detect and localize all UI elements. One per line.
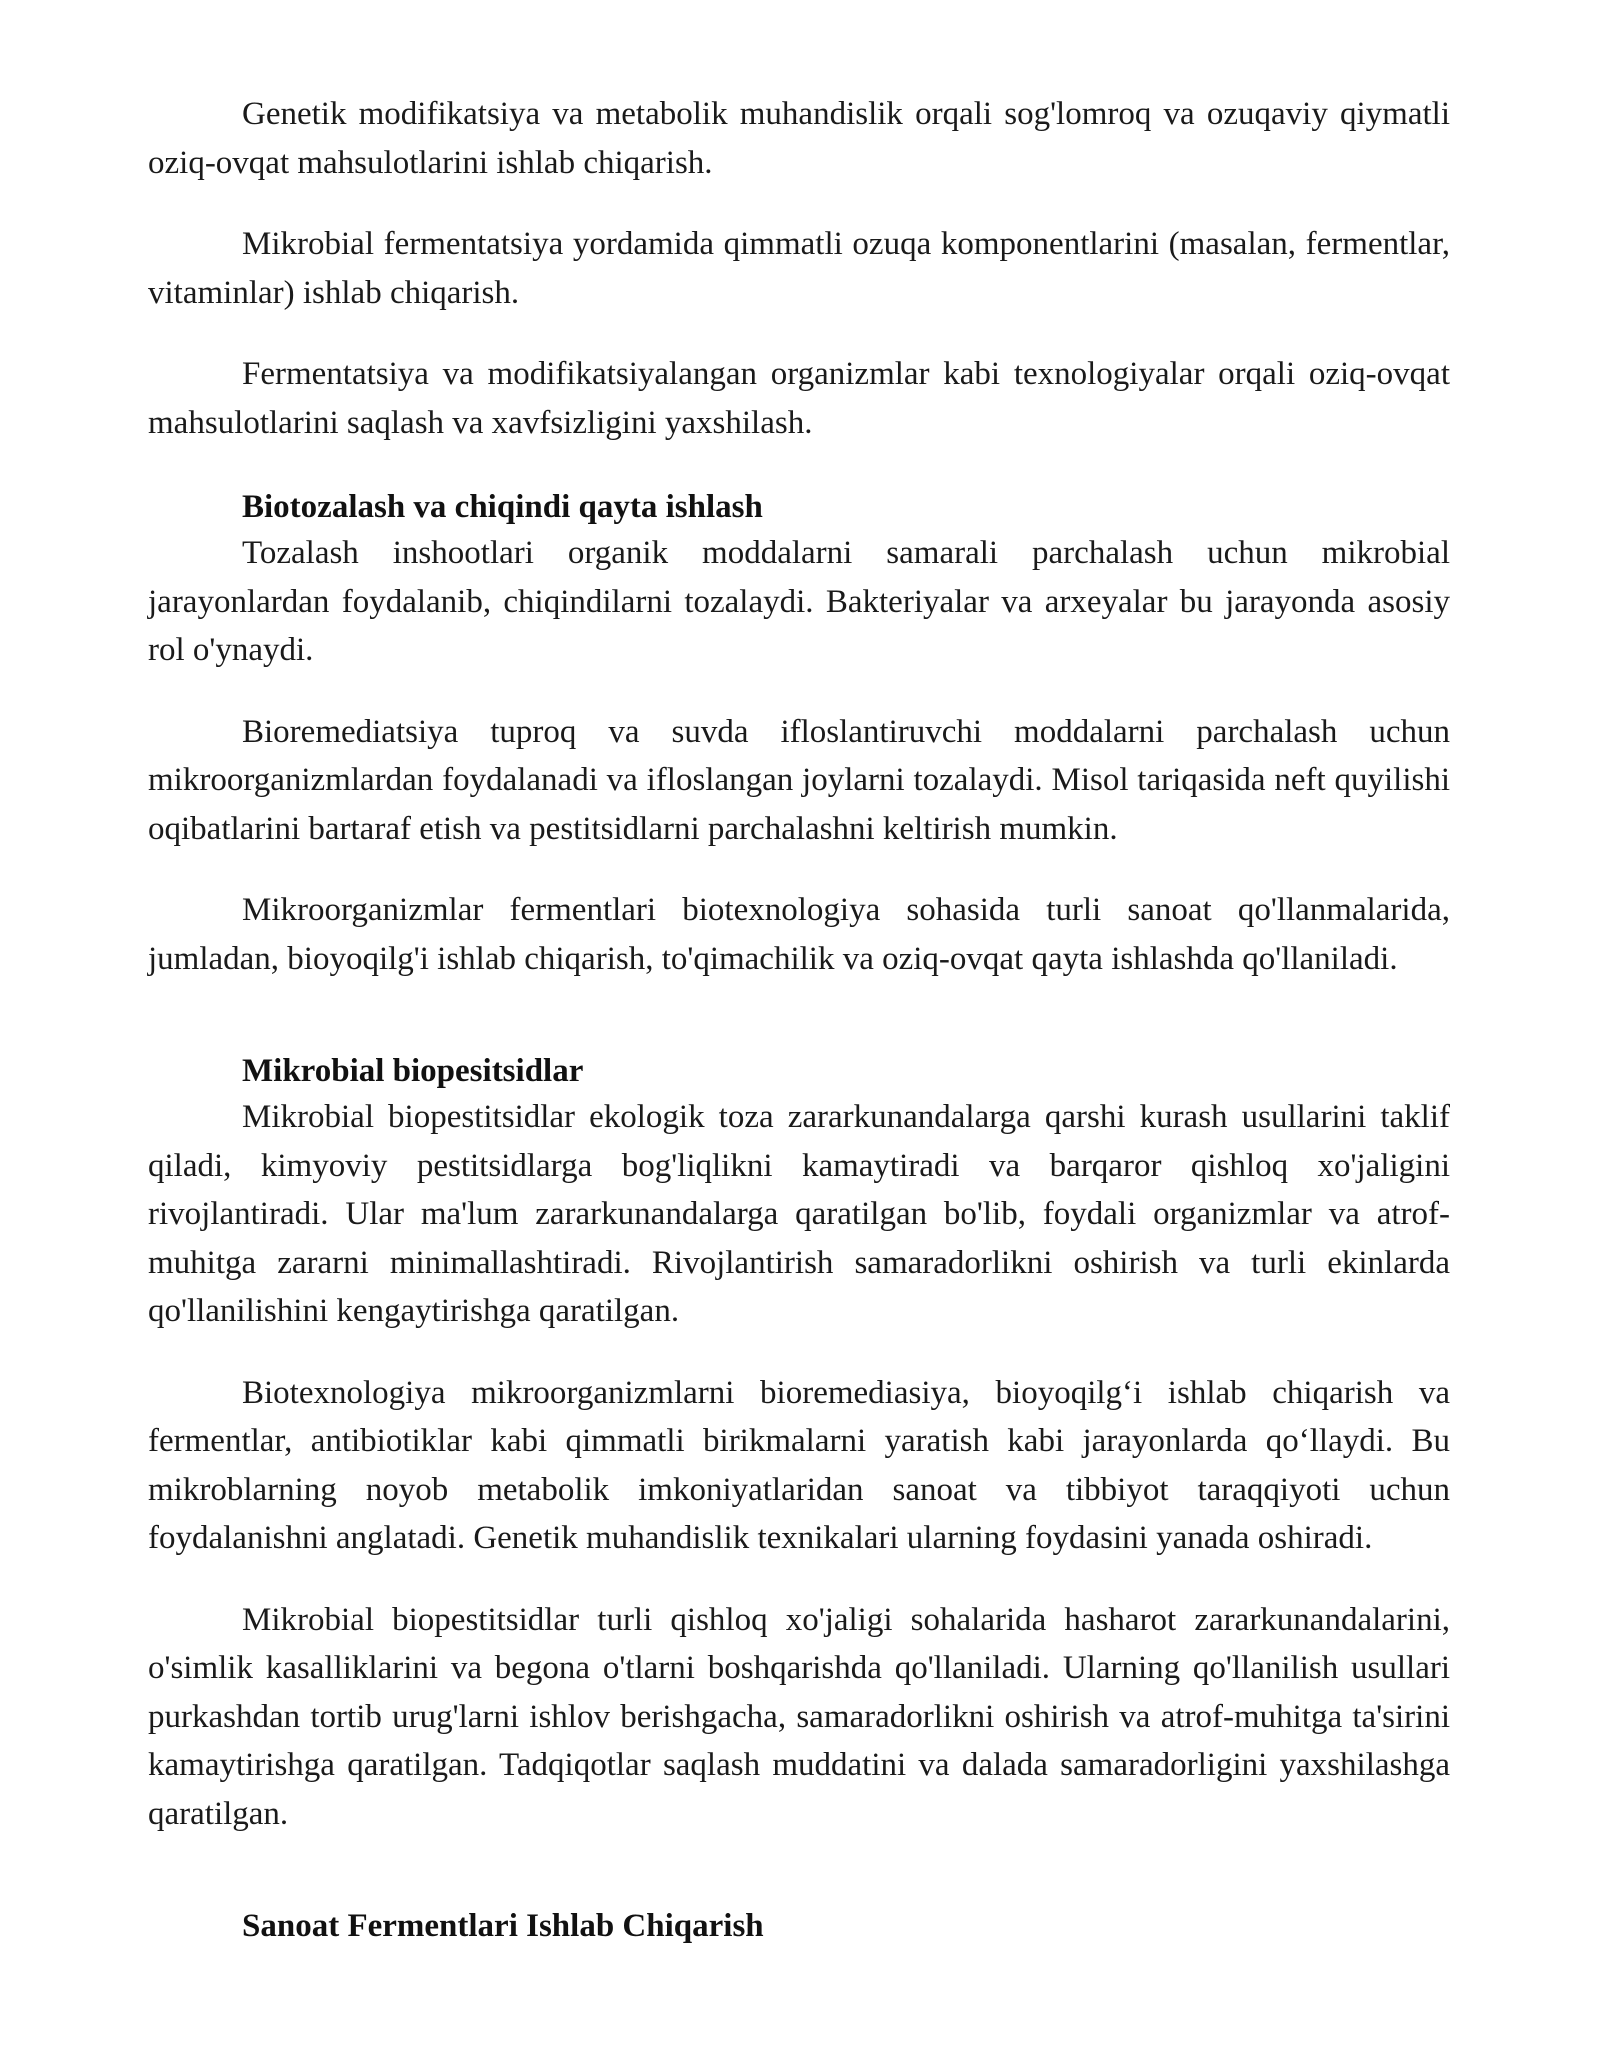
paragraph-treatment-facilities: Tozalash inshootlari organik moddalarni samarali parchalash uchun mikrobial jarayonlardan foydalanib, chiqindilarni tozalaydi. Bakteriyalar va arxeyalar bu jarayonda asosiy rol o'ynaydi.: [148, 535, 1450, 668]
paragraph-microbial-enzymes: Mikroorganizmlar fermentlari biotexnologiya sohasida turli sanoat qo'llanmalarida, jumladan, bioyoqilg'i ishlab chiqarish, to'qimachilik va oziq-ovqat qayta ishlashda qo'llaniladi.: [148, 892, 1450, 977]
paragraph-genetic-modification: Genetik modifikatsiya va metabolik muhandislik orqali sog'lomroq va ozuqaviy qiymatli oziq-ovqat mahsulotlarini ishlab chiqarish.: [148, 96, 1450, 181]
paragraph-biotechnology-uses: Biotexnologiya mikroorganizmlarni bioremediasiya, bioyoqilg‘i ishlab chiqarish va fermentlar, antibiotiklar kabi qimmatli birikmalarni yaratish kabi jarayonlarda qo‘llaydi. Bu mikroblarning noyob metabolik imkoniyatlaridan sanoat va tibbiyot taraqqiyoti uchun foydalanishni anglatadi. Genetik muhandislik texnikalari ularning foydasini yanada oshiradi.: [148, 1374, 1450, 1556]
paragraph-food-preservation: Fermentatsiya va modifikatsiyalangan organizmlar kabi texnologiyalar orqali oziq-ovqat mahsulotlarini saqlash va xavfsizligini yaxshilash.: [148, 356, 1450, 441]
heading-microbial-biopesticides: Mikrobial biopesitsidlar: [242, 1053, 584, 1089]
paragraph-bioremediation: Bioremediatsiya tuproq va suvda ifloslantiruvchi moddalarni parchalash uchun mikroorganizmlardan foydalanadi va ifloslangan joylarni tozalaydi. Misol tariqasida neft quyilishi oqibatlarini bartaraf etish va pestitsidlarni parchalashni keltirish mumkin.: [148, 713, 1450, 847]
heading-industrial-enzymes: Sanoat Fermentlari Ishlab Chiqarish: [242, 1908, 764, 1944]
paragraph-biopesticides-applications: Mikrobial biopestitsidlar turli qishloq xo'jaligi sohalarida hasharot zararkunandalarini, o'simlik kasalliklarini va begona o'tlarni boshqarishda qo'llaniladi. Ularning qo'llanilish usullari purkashdan tortib urug'larni ishlov berishgacha, samaradorlikni oshirish va atrof-muhitga ta'sirini kamaytirishga qaratilgan. Tadqiqotlar saqlash muddatini va dalada samaradorligini yaxshilashga qaratilgan.: [148, 1601, 1450, 1832]
paragraph-microbial-fermentation: Mikrobial fermentatsiya yordamida qimmatli ozuqa komponentlarini (masalan, fermentlar, vitaminlar) ishlab chiqarish.: [148, 226, 1450, 311]
paragraph-biopesticides-overview: Mikrobial biopestitsidlar ekologik toza zararkunandalarga qarshi kurash usullarini taklif qiladi, kimyoviy pestitsidlarga bog'liqlikni kamaytiradi va barqaror qishloq xo'jaligini rivojlantiradi. Ular ma'lum zararkunandalarga qaratilgan bo'lib, foydali organizmlar va atrof-muhitga zararni minimallashtiradi. Rivojlantirish samaradorlikni oshirish va turli ekinlarda qo'llanilishini kengaytirishga qaratilgan.: [148, 1099, 1450, 1329]
document-page: [148, 90, 1450, 1948]
heading-bioremediation-waste: Biotozalash va chiqindi qayta ishlash: [242, 489, 763, 525]
